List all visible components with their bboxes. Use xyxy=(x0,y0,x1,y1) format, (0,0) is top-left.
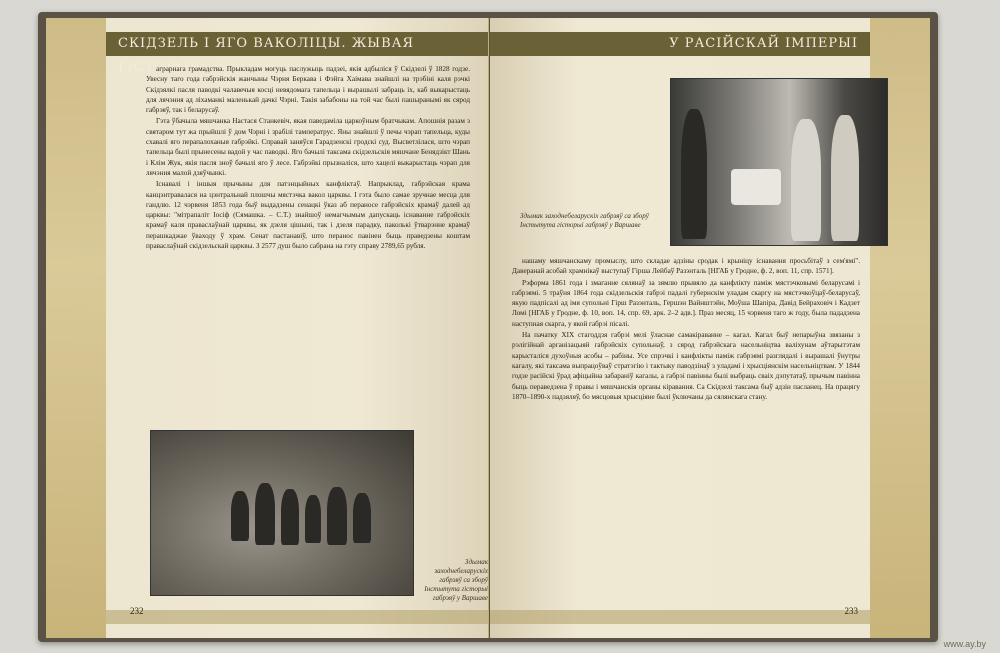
figure xyxy=(353,493,371,543)
watermark: www.ay.by xyxy=(943,639,986,649)
right-page-text xyxy=(512,256,860,608)
figure xyxy=(281,489,299,545)
figure xyxy=(681,109,707,239)
group-photo-ceremony xyxy=(670,78,888,246)
figure xyxy=(305,495,321,543)
right-page xyxy=(490,18,930,638)
open-book xyxy=(38,12,938,642)
paragraph: На пачатку XIX стагоддзя габрэі мелі ўласнае самакіраванне – кагал. Кагал быў непарыўна звязаны з рэлігійнай арганізацыяй габрэйскіх супольнаў, з сярод габрэйскага насельніцтва валіхунам аўтарытэтам карысталіся духоўныя асобы – рабіны. Усе спрэчкі і канфлікты паміж габрэямі разглядалі і вырашалі ўнутры кагалу, які таксама выпрацоўваў стратэгію і тактыку паводзінаў з уладамі і хрысціянскім насельніцтвам. У 1844 годзе расійскі ўрад афіцыйна забараніў кагалы, а габрэі павінны былі выбраць сваіх дэпутатаў, прычым павінна быць пераведзена ў правы і мяшчанскія органы кіравання. Са Скідзелі таксама быў адзін пасланец. На працягу 1870–1890-х падзяляў, бо мясцовыя хрысціяне былі ўключаны да сялянскага стану. xyxy=(512,331,860,401)
figure xyxy=(831,115,859,241)
paragraph: Існавалі і іншыя прычыны для патэнцыйных канфліктаў. Напрыклад, габрэйская крама канцэнтравалася на цэнтральнай плошчы мястэчка вакол царквы. І гэта было самае зручнае месца для гандлю. 12 чэрвеня 1853 года быў выдадзены сенацкі ўказ аб пераносе габрэйскіх крамаў далей ад царквы: "мітрапаліт Іосіф (Сямашка. – С.Т.) знайшоў немагчымым дапускаць існаванне габрэйскіх крамаў каля праваслаўнай царквы, як дзеля цішыні, так і дзеля парадку, паколькі ўтварэнне крамаў перашкаджае ўваходу ў храм. Сенат пастанавіў, што перанос павінен быць праведзены коштам праваслаўнай скідзельскай царквы. З 2577 душ было сабрана на гэту справу 2789,65 рубля. xyxy=(146,180,470,251)
figure xyxy=(791,119,821,241)
left-photo-caption: Здымак заходнебеларускіх габрэяў са зборў Інстытута гісторыі габрэяў у Варшаве xyxy=(424,558,488,602)
left-page-text xyxy=(146,64,470,424)
page-number-left: 232 xyxy=(130,606,144,616)
left-page-edge xyxy=(46,18,106,638)
paragraph: Гэта ўбачыла мяшчанка Настася Станкевіч, якая паведаміла царкоўным братчыкам. Апошнія разам з святаром тут жа прыйшлі ў дом Чэрні і зрабілі тамператрус. Яны знайшлі ў печы чэрап тапельца, куды схавалі яго перапалоханыя габрэйкі. Справай заняўся Гарадзенскі гродскі суд. Высветлілася, што чэрап тапельца былі прынесены вадой у час паводкі. Яго бачылі таксама скідзельскія мяшчане Бенядзікт Шань і Клім Жук, якія пасля зноў бачылі яго ў лесе. Габрэйкі прызналіся, што хацелі выкарыстаць чэрап для лячэння малой дзяўчынкі. xyxy=(146,117,470,177)
figure xyxy=(255,483,275,545)
paragraph: нашаму мяшчанскаму промыслу, што складае адзіны сродак і крыніцу існавання просьбітаў з сем'ямі". Даверанай асобай храмнікаў выступаў Гірша Лейбаў Разэнталь [НГАБ у Гродне, ф. 2, воп. 11, спр. 1571]. xyxy=(512,257,860,276)
paragraph: Рэформа 1861 года і змаганне сялянаў за зямлю прывяло да канфлікту паміж мястэчковымі беларусамі і габрэямі. 5 траўня 1864 года скідзельскія габрэі падалі губернскім уладам скаргу на мястэчкоўцаў-беларусаў, якую падпісалі ад імя супольні Гірш Разэнталь, Гершэн Вайнштэйн, Моўша Шапіра, Давід Бейраховіч і Кадзет Ломі [НГАБ у Гродне, ф. 10, воп. 14, спр. 69, арк. 2–2 адв.]. Праз месяц, 15 чэрвеня таго ж году, была пададзена наступная скарга, у якой габрэі пісалі. xyxy=(512,278,860,328)
page-number-right: 233 xyxy=(844,606,858,616)
table xyxy=(731,169,781,205)
right-page-header: У РАСІЙСКАЙ ІМПЕРЫІ xyxy=(490,32,870,56)
left-page xyxy=(46,18,489,638)
figure xyxy=(231,491,249,541)
left-page-footer xyxy=(106,610,488,624)
left-page-header: СКІДЗЕЛЬ І ЯГО ВАКОЛІЦЫ. ЖЫВАЯ ГІСТОРЫЯ xyxy=(106,32,488,56)
right-page-footer xyxy=(490,610,870,624)
figure xyxy=(327,487,347,545)
group-photo-children xyxy=(150,430,414,596)
right-photo-caption: Здымак заходнебеларускіх габрэяў са зборў Інстытута гісторыі габрэяў у Варшаве xyxy=(520,212,649,229)
paragraph: аграрнага грамадства. Прыкладам могуць паслужыць падзеі, якія адбыліся ў Скідзелі ў 1828 годзе. Увесну таго года габрэйскія жанчыны Чэрня Беркава і Фэйга Хаімава знайшлі на трэбіні каля рэчкі Скідзялкі пасля паводкі чалавечыя косці невядомага тапельца і вырашылі забраць іх, каб выкарыстаць для лячэння ад ліхаманкі маленькай дачкі Чэрні. Такія забабоны на той час былі пашыранымі як сярод габрэяў, так і беларусаў. xyxy=(146,65,470,115)
